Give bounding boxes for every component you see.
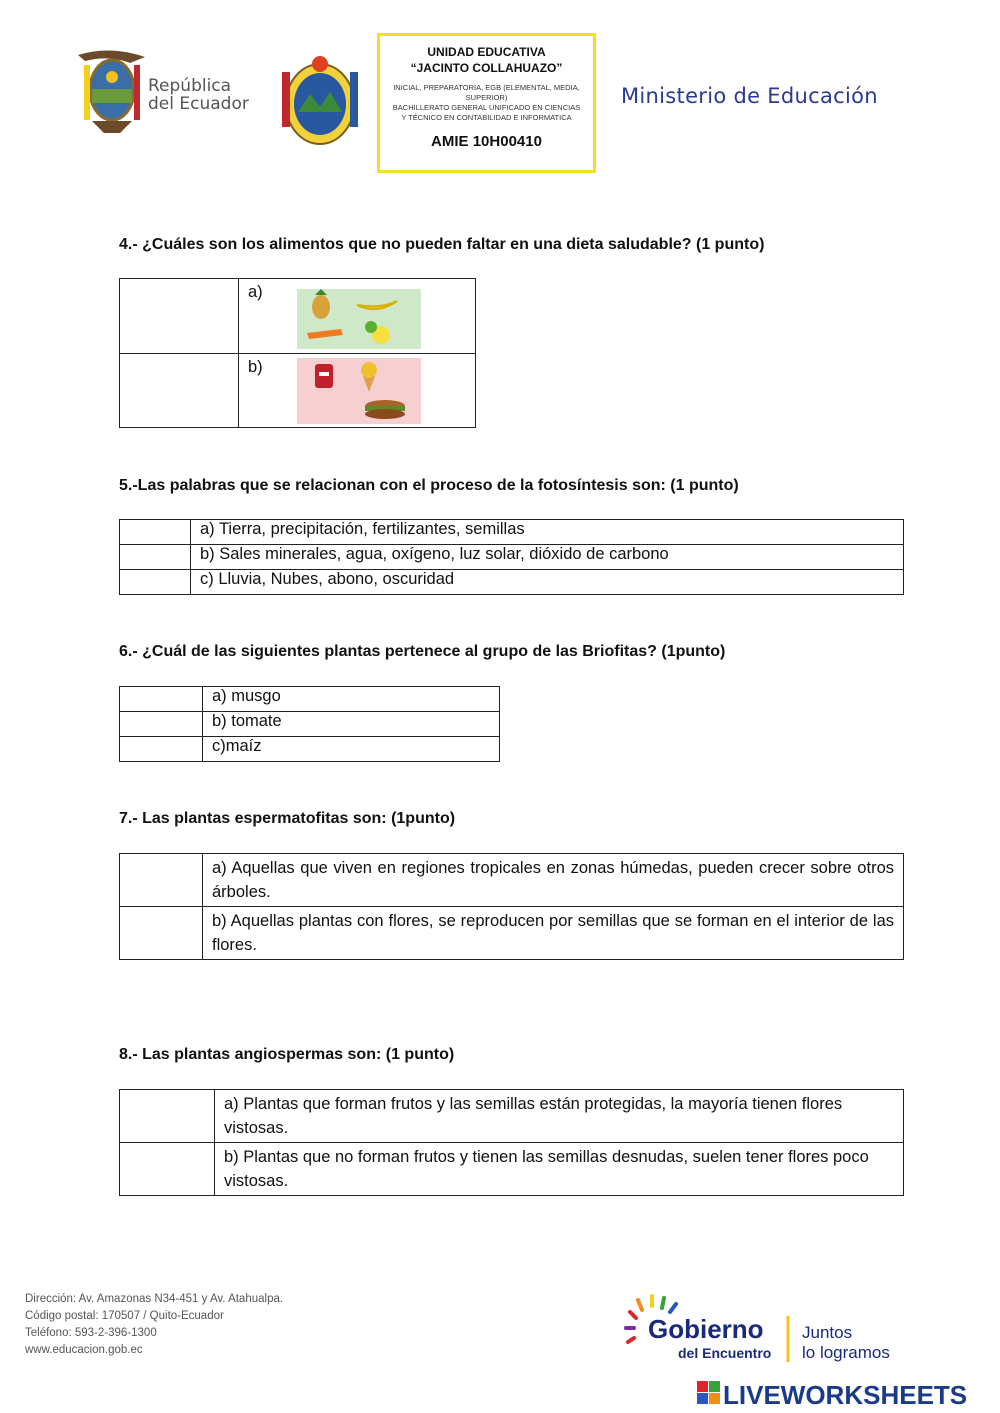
svg-text:del Encuentro: del Encuentro <box>678 1345 772 1361</box>
ministerio-logo-text: Ministerio de Educación <box>621 84 878 108</box>
school-type: UNIDAD EDUCATIVA <box>427 45 546 59</box>
question-5-table <box>119 519 904 595</box>
question-7-title: 7.- Las plantas espermatofitas son: (1punto) <box>119 810 456 827</box>
answer-cell[interactable] <box>120 687 203 712</box>
answer-cell[interactable] <box>120 1143 215 1196</box>
junk-food-icon <box>297 358 421 424</box>
school-levels: INICIAL, PREPARATORIA, EGB (ELEMENTAL, MEDIA, SUPERIOR) BACHILLERATO GENERAL UNIFICADO EN CIENCIAS Y TÉCNICO EN CONTABILIDAD E INFORMATICA <box>392 83 581 122</box>
healthy-food-icon <box>297 289 421 349</box>
answer-cell[interactable] <box>120 279 239 354</box>
svg-text:Gobierno: Gobierno <box>648 1314 764 1344</box>
school-seal-icon <box>280 52 360 150</box>
svg-text:lo logramos: lo logramos <box>802 1343 890 1362</box>
answer-cell[interactable] <box>120 737 203 762</box>
option-c-text: c)maíz <box>203 737 500 762</box>
question-4-title: 4.- ¿Cuáles son los alimentos que no pueden faltar en una dieta saludable? (1 punto) <box>119 236 765 253</box>
gobierno-del-encuentro-logo-icon <box>620 1290 920 1365</box>
svg-text:LIVEWORKSHEETS: LIVEWORKSHEETS <box>723 1380 968 1408</box>
option-a-cell <box>239 279 476 354</box>
answer-cell[interactable] <box>120 520 191 545</box>
option-b-text: b) Sales minerales, agua, oxígeno, luz solar, dióxido de carbono <box>191 545 904 570</box>
question-5-title: 5.-Las palabras que se relacionan con el proceso de la fotosíntesis son: (1 punto) <box>119 477 739 494</box>
answer-cell[interactable] <box>120 570 191 595</box>
amie-code: AMIE 10H00410 <box>431 133 542 150</box>
question-8-title: 8.- Las plantas angiospermas son: (1 punto) <box>119 1046 455 1063</box>
republica-label: República del Ecuador <box>148 76 249 114</box>
option-b-text: b) tomate <box>203 712 500 737</box>
school-header-box <box>377 33 596 173</box>
answer-cell[interactable] <box>120 854 203 907</box>
question-7-table <box>119 853 904 960</box>
svg-text:Juntos: Juntos <box>802 1323 853 1342</box>
option-b-cell <box>239 354 476 428</box>
option-a-text: a) Aquellas que viven en regiones tropicales en zonas húmedas, pueden crecer sobre otros árboles. <box>203 854 904 907</box>
option-a-text: a) musgo <box>203 687 500 712</box>
option-b-text: b) Plantas que no forman frutos y tienen las semillas desnudas, suelen tener flores poco vistosas. <box>215 1143 904 1196</box>
answer-cell[interactable] <box>120 712 203 737</box>
option-c-text: c) Lluvia, Nubes, abono, oscuridad <box>191 570 904 595</box>
question-8-table <box>119 1089 904 1196</box>
answer-cell[interactable] <box>120 907 203 960</box>
option-b-text: b) Aquellas plantas con flores, se reproducen por semillas que se forman en el interior de las flores. <box>203 907 904 960</box>
answer-cell[interactable] <box>120 1090 215 1143</box>
answer-cell[interactable] <box>120 545 191 570</box>
question-6-title: 6.- ¿Cuál de las siguientes plantas pertenece al grupo de las Briofitas? (1punto) <box>119 643 726 660</box>
option-a-text: a) Tierra, precipitación, fertilizantes, semillas <box>191 520 904 545</box>
footer-address: Dirección: Av. Amazonas N34-451 y Av. Atahualpa. Código postal: 170507 / Quito-Ecuador Teléfono: 593-2-396-1300 www.educacion.gob.ec <box>25 1293 284 1356</box>
question-4-table <box>119 278 476 428</box>
school-name: “JACINTO COLLAHUAZO” <box>410 61 563 75</box>
question-6-table <box>119 686 500 762</box>
option-a-text: a) Plantas que forman frutos y las semillas están protegidas, la mayoría tienen flores vistosas. <box>215 1090 904 1143</box>
option-b-label: b) <box>248 358 263 376</box>
answer-cell[interactable] <box>120 354 239 428</box>
liveworksheets-logo-icon <box>697 1378 997 1408</box>
option-a-label: a) <box>248 283 263 301</box>
